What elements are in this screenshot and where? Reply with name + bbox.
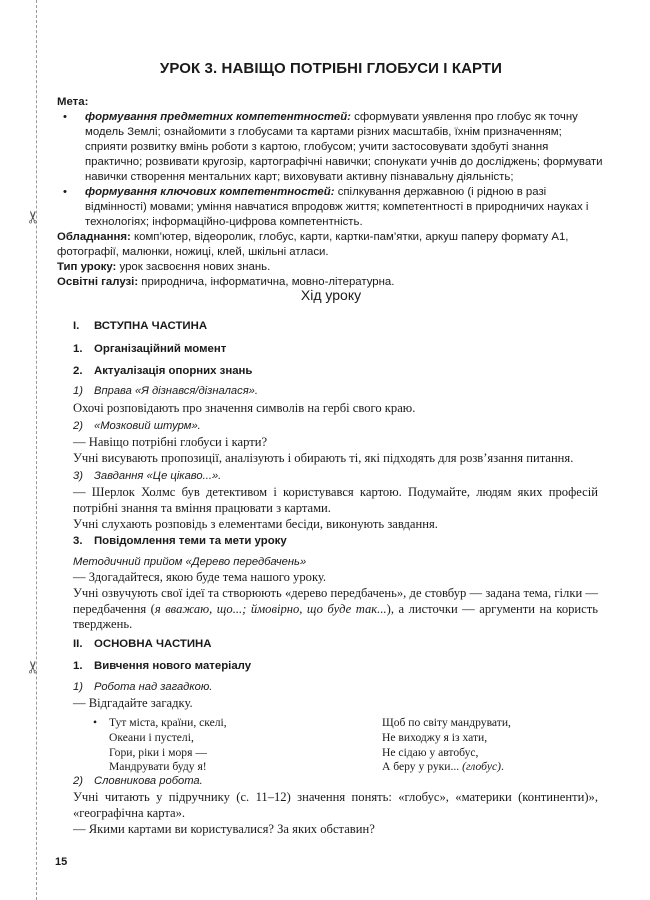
method-text [73,586,598,633]
riddle-line: Океани і пустелі, [109,730,194,744]
bullet-icon: • [63,111,67,123]
exercise-title: Робота над загадкою. [94,681,213,693]
exercise-3-text: — Шерлок Холмс був детективом і користувався картою. Подумайте, людям яких професій потрібні знання та вміння працювати з картами. [73,485,598,515]
equipment [57,230,605,260]
subsection-title: Повідомлення теми та мети уроку [94,535,287,547]
subsection-title: Актуалізація опорних знань [94,365,253,377]
subsection-number: 1. [73,660,83,672]
exercise-title: Вправа «Я дізнався/дізналася». [94,385,259,397]
method-question: — Здогадайтеся, якою буде тема нашого уроку. [73,570,327,584]
bullet-icon: • [63,186,67,198]
equipment-text: комп’ютер, відеоролик, глобус, карти, картки-пам’ятки, аркуш паперу формату А1, фотографії, малюнки, ножиці, клей, шкільні атласи. [57,231,569,258]
exercise-2-text: Учні висувають пропозиції, аналізують і обирають ті, які підходять для розв’язання питання. [73,450,574,465]
subsection-number: 2. [73,365,83,377]
subsection-title: Вивчення нового матеріалу [94,660,252,672]
exercise-3-body [73,485,598,532]
exercise-title: «Мозковий штурм». [94,420,201,432]
riddle-line: Щоб по світу мандрувати, [382,716,511,729]
lesson-type-label: Тип уроку: [57,261,117,273]
scissors-icon: ✂ [24,209,45,225]
exercise-5-body [73,790,598,837]
page-number: 15 [55,856,68,868]
method-text-part: ), а листочки — аргументи на користь тверджень. [73,601,599,632]
exercise-3-text2: Учні слухають розповідь з елементами бесіди, виконують завдання. [73,516,438,531]
goal-subject-label: формування предметних компетентностей: [85,111,351,123]
riddle-line-last [382,760,511,775]
exercise-number: 1) [73,385,83,397]
subsection-org [73,343,226,355]
riddle-line: А беру у руки... [382,760,460,774]
lesson-type [57,260,605,275]
riddle-line: Гори, ріки і моря — [109,745,207,759]
exercise-number: 1) [73,681,83,693]
subsection-new-material [73,660,251,672]
riddle-end: . [500,760,504,774]
goal-label: Мета: [57,96,89,108]
lesson-title: УРОК 3. НАВІЩО ПОТРІБНІ ГЛОБУСИ І КАРТИ [159,60,503,77]
cut-line [36,0,37,900]
bullet-icon: • [93,716,98,729]
edu-fields-label: Освітні галузі: [57,276,139,288]
edu-fields-text: природнича, інформатична, мовно-літературна. [138,276,395,288]
exercise-2-body [73,435,598,467]
riddle-answer: (глобус) [462,760,501,774]
lesson-meta [57,95,605,290]
method-heading: Методичний прийом «Дерево передбачень» [73,556,307,568]
exercise-1-heading [73,385,258,397]
exercise-5-question: — Якими картами ви користувалися? За яких обставин? [73,821,375,836]
subsection-number: 1. [73,343,83,355]
method-text-part: Учні озвучують свої ідеї та створюють «дерево передбачень», де стовбур — задана тема, гілки — передбачення ( [73,585,598,616]
exercise-title: Завдання «Це цікаво...». [94,470,222,482]
scissors-icon: ✂ [24,659,45,675]
exercise-4-question: — Відгадайте загадку. [73,696,193,710]
lesson-type-text: урок засвоєння нових знань. [116,261,271,273]
riddle-right [382,716,511,775]
subsection-topic [73,535,287,547]
section-number: I. [73,320,80,332]
subsection-number: 3. [73,535,83,547]
method-body [73,570,598,633]
riddle-line: Не виходжу я із хати, [382,730,488,744]
section-intro [73,320,207,332]
exercise-2-question: — Навіщо потрібні глобуси і карти? [73,435,268,449]
exercise-4-heading [73,681,212,693]
exercise-5-text: Учні читають у підручнику (с. 11–12) значення понять: «глобус», «материки (континенти)», «географічна карта». [73,790,598,820]
goal-subject-text: сформувати уявлення про глобус як точну модель Землі; ознайомити з глобусами та картами різних масштабів, їхнім призначенням; сприяти розвитку вмінь роботи з картою, глобусом; учити застосовувати здобуті знання практично; розвивати кругозір, картографічні навички; спонукати учнів до досліджень; формувати навички створення ментальних карт; виховувати активну пізнавальну діяльність; [85,111,603,183]
riddle-line: Тут міста, країни, скелі, [109,716,227,729]
method-text-italic: я вважаю, що...; ймовірно, що буде так... [154,601,387,616]
exercise-number: 3) [73,470,83,482]
goal-key-label: формування ключових компетентностей: [85,186,335,198]
section-title: ВСТУПНА ЧАСТИНА [94,320,208,332]
section-main [73,638,212,650]
goal-key [57,185,605,230]
progress-heading: Хід уроку [300,287,362,303]
exercise-3-heading [73,470,221,482]
exercise-number: 2) [73,775,83,787]
riddle-left [93,716,227,775]
exercise-5-heading [73,775,203,787]
subsection-title: Організаційний момент [94,343,227,355]
section-number: II. [73,638,83,650]
section-title: ОСНОВНА ЧАСТИНА [94,638,212,650]
exercise-title: Словникова робота. [94,775,203,787]
riddle-line: Не сідаю у автобус, [382,745,479,759]
riddle-line: Мандрувати буду я! [109,760,207,774]
equipment-label: Обладнання: [57,231,131,243]
exercise-number: 2) [73,420,83,432]
subsection-actualization [73,365,252,377]
exercise-1-text: Охочі розповідають про значення символів на гербі свого краю. [73,401,416,415]
goal-key-text: спілкування державною (і рідною в разі відмінності) мовами; уміння навчатися впродовж життя; компетентності в природничих науках і технологіях; інформаційно-цифрова компетентність. [85,186,589,228]
goal-subject [57,110,605,185]
exercise-2-heading [73,420,201,432]
